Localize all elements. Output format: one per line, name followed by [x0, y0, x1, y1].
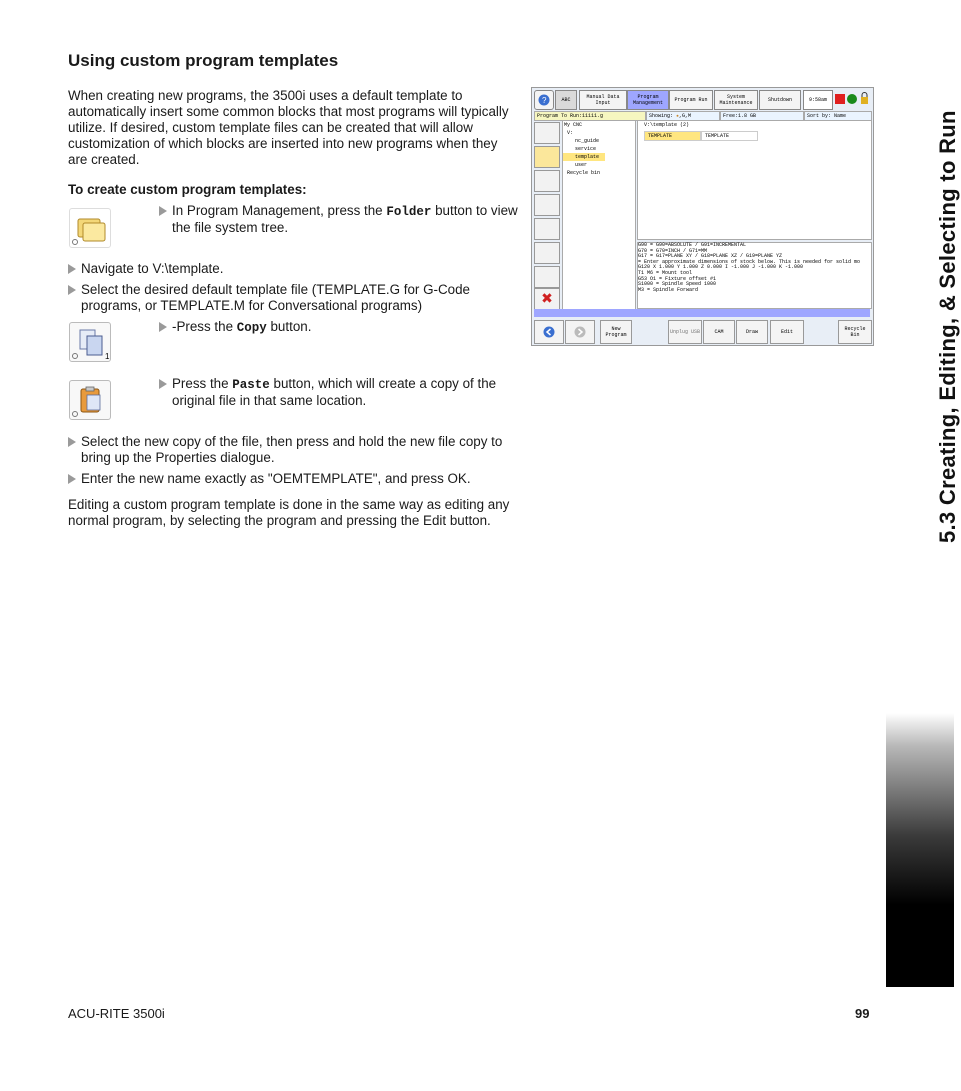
svg-text:1: 1: [105, 352, 110, 361]
section-title: Using custom program templates: [68, 51, 339, 70]
forward-button: [565, 320, 595, 344]
clock: 9:58am: [803, 90, 833, 110]
sort-by: Sort by: Name: [804, 111, 872, 121]
step-rename: Enter the new name exactly as "OEMTEMPLATE", and press OK.: [68, 471, 526, 487]
bullet-arrow-icon: [159, 206, 167, 216]
status-strip: [534, 309, 870, 317]
program-management-button: Program Management: [627, 90, 669, 110]
step-paste: Press the Paste button, which will create a copy of the original file in that same location.: [159, 376, 527, 409]
copy-icon: [534, 194, 560, 216]
abc-button: ABC: [555, 90, 577, 110]
folder-icon: [534, 146, 560, 168]
folder-button-icon: [69, 208, 111, 248]
page-number: 99: [855, 1006, 870, 1021]
cam-button: CAM: [703, 320, 735, 344]
file-list: V:\template (2) TEMPLATE TEMPLATE: [637, 120, 872, 240]
paste-button-icon: [69, 380, 111, 420]
status-lights-icon: [835, 93, 871, 105]
footer-product: ACU-RITE 3500i: [68, 1006, 165, 1021]
chapter-tab-gradient: [886, 713, 954, 987]
bullet-arrow-icon: [68, 437, 76, 447]
bullet-arrow-icon: [68, 474, 76, 484]
intro-paragraph: When creating new programs, the 3500i uses a default template to automatically insert some common blocks that most programs will typically utilize. If desired, custom template files can be created that will allow customization of which blocks are inserted into new programs when they are created.: [68, 88, 509, 167]
forward-arrow-icon: [574, 326, 586, 338]
file-tree: My CNC V: nc_guide service template user Recycle bin: [562, 120, 636, 317]
left-icon-1: [534, 122, 560, 144]
template-preview: G90 = G90=ABSOLUTE / G91=INCREMENTAL G70 = G70=INCH / G71=MM G17 = G17=PLANE XY / G18=PLANE XZ / G19=PLANE YZ = Enter approximate dimensions of stock below. This is needed for solid mo G120 X 1.000 Y 1.000 Z 0.000 I -1.000 J -1.000 K -1.000 T1 M6 = Mount tool G53 O1 = Fixture offset #1 S1000 = Spindle Speed 1000 M3 = Spindle Forward: [637, 242, 872, 309]
bullet-arrow-icon: [159, 322, 167, 332]
unplug-usb-button: Unplug USB: [668, 320, 702, 344]
paste-icon: [534, 218, 560, 240]
recycle-bin-button: Recycle Bin: [838, 320, 872, 344]
draw-button: Draw: [736, 320, 768, 344]
free-space: Free:1.8 GB: [720, 111, 804, 121]
step-copy: -Press the Copy button.: [159, 319, 527, 336]
help-button: [534, 90, 554, 110]
bullet-arrow-icon: [159, 379, 167, 389]
system-maintenance-button: System Maintenance: [714, 90, 758, 110]
copy-button-icon: [69, 322, 111, 362]
closing-paragraph: Editing a custom program template is done in the same way as editing any normal program, by selecting the program and pressing the Edit button.: [68, 497, 510, 528]
chapter-side-title: 5.3 Creating, Editing, & Selecting to Run: [935, 110, 960, 543]
mdi-button: Manual Data Input: [579, 90, 627, 110]
delete-icon: ✖: [534, 288, 560, 310]
edit-button: Edit: [770, 320, 804, 344]
subheading: To create custom program templates:: [68, 182, 307, 197]
step-folder: In Program Management, press the Folder button to view the file system tree.: [159, 203, 527, 236]
bullet-arrow-icon: [68, 285, 76, 295]
program-run-button: Program Run: [669, 90, 713, 110]
help-icon: [538, 94, 550, 106]
new-program-button: New Program: [600, 320, 632, 344]
back-arrow-icon: [543, 326, 555, 338]
left-icon-3: [534, 170, 560, 192]
left-icon-6: [534, 242, 560, 264]
shutdown-button: Shutdown: [759, 90, 801, 110]
bullet-arrow-icon: [68, 264, 76, 274]
svg-text:?: ?: [542, 96, 547, 105]
step-navigate: Navigate to V:\template.: [68, 261, 526, 277]
program-management-screenshot: [531, 87, 874, 346]
showing-filter: Showing: ★,G,M: [646, 111, 720, 121]
left-icon-7: [534, 266, 560, 288]
step-properties: Select the new copy of the file, then press and hold the new file copy to bring up the Properties dialogue.: [68, 434, 526, 466]
step-select-template: Select the desired default template file (TEMPLATE.G for G-Code programs, or TEMPLATE.M for Conversational programs): [68, 282, 526, 314]
program-to-run: Program To Run:11111.g: [534, 111, 646, 121]
back-button: [534, 320, 564, 344]
